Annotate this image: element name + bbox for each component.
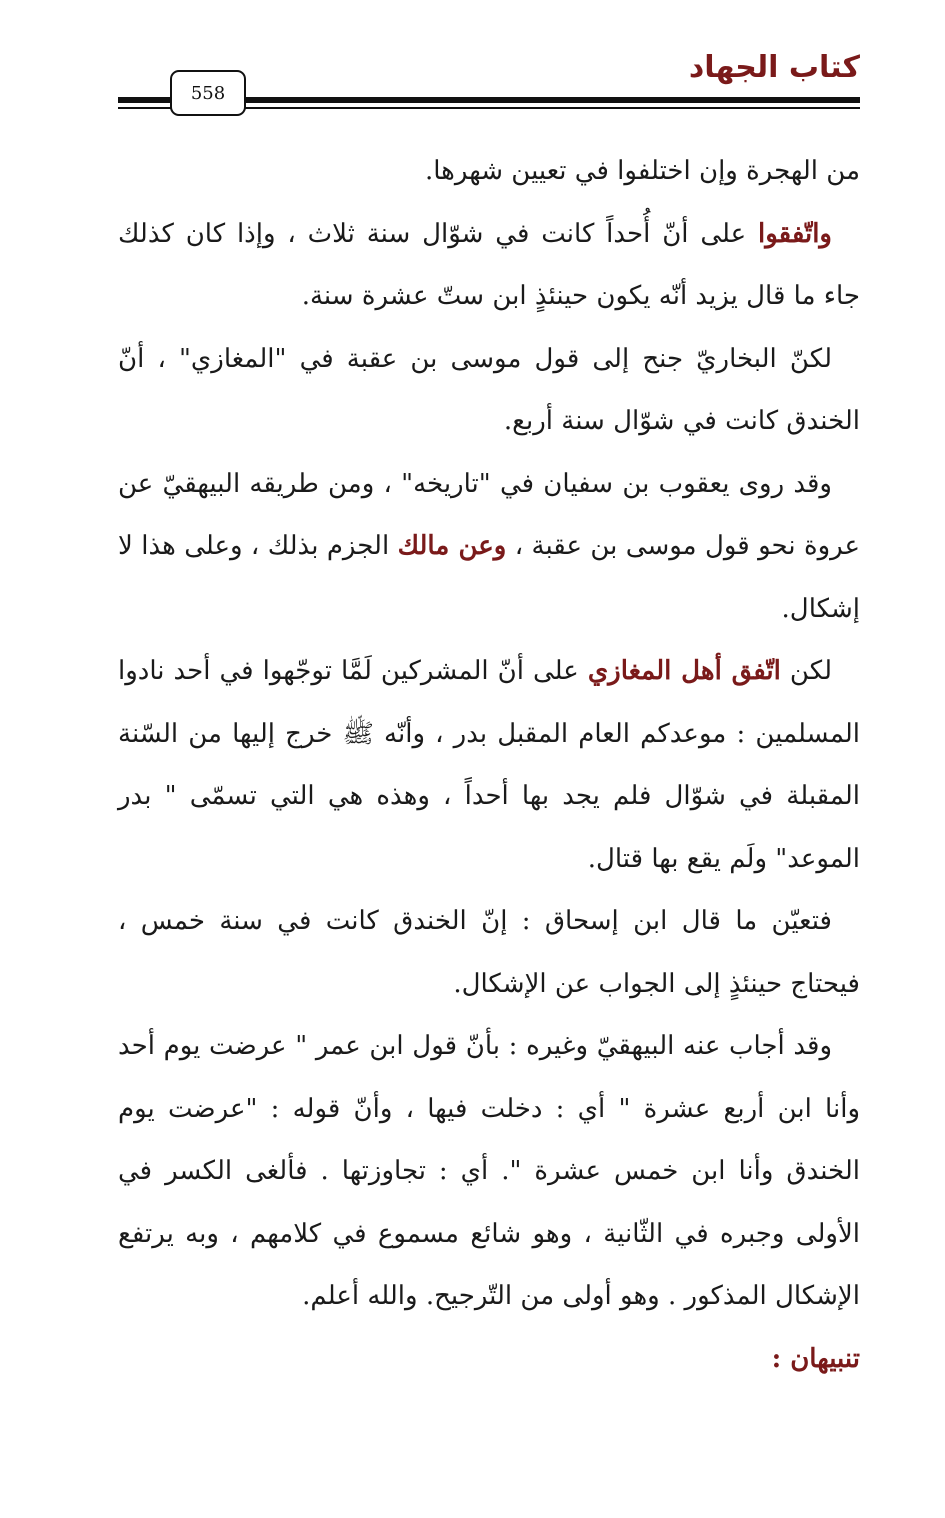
- paragraph-5: [118, 640, 860, 890]
- paragraph-5-text-a: لكن: [780, 656, 832, 686]
- book-title: كتاب الجهاد: [688, 50, 860, 85]
- paragraph-1: من الهجرة وإن اختلفوا في تعيين شهرها.: [425, 156, 860, 186]
- paragraph-7: وقد أجاب عنه البيهقيّ وغيره : بأنّ قول ابن عمر " عرضت يوم أحد وأنا ابن أربع عشرة " أي : دخلت فيها ، وأنّ قوله : "عرضت يوم الخندق وأنا ابن خمس عشرة ". أي : تجاوزتها . فألغى الكسر في الأولى وجبره في الثّانية ، وهو شائع مسموع في كلامهم ، وبه يرتفع الإشكال المذكور . وهو أولى من التّرجيح. والله أعلم.: [118, 1031, 860, 1311]
- paragraph-6: فتعيّن ما قال ابن إسحاق : إنّ الخندق كانت في سنة خمس ، فيحتاج حينئذٍ إلى الجواب عن الإشكال.: [118, 906, 860, 999]
- paragraph-3: لكنّ البخاريّ جنح إلى قول موسى بن عقبة في "المغازي" ، أنّ الخندق كانت في شوّال سنة أربع.: [118, 343, 860, 436]
- page-header: [0, 0, 945, 130]
- paragraph-5-text-b: على أنّ المشركين لَمَّا توجّهوا في أحد نادوا المسلمين : موعدكم العام المقبل بدر ، وأنّه ﷺ خرج إليها من السّنة المقبلة في شوّال فلم يجد بها أحداً ، وهذه هي التي تسمّى " بدر الموعد" ولَم يقع بها قتال.: [118, 656, 860, 874]
- paragraph-4-text-a: وقد روى يعقوب بن سفيان في "تاريخه" ، ومن طريقه البيهقيّ عن عروة نحو قول موسى بن عقبة ،: [118, 468, 860, 561]
- highlight-ittafaqu: واتّفقوا: [758, 218, 832, 249]
- paragraph-2-text: على أنّ أُحداً كانت في شوّال سنة ثلاث ، وإذا كان كذلك جاء ما قال يزيد أنّه يكون حينئذٍ ابن ستّ عشرة سنة.: [118, 218, 860, 311]
- page-body: [118, 140, 860, 1390]
- paragraph-4-text-b: الجزم بذلك ، وعلى هذا لا إشكال.: [118, 531, 860, 624]
- page-number: 558: [170, 70, 246, 116]
- highlight-malik: وعن مالك: [397, 531, 507, 561]
- highlight-maghazi: اتّفق أهل المغازي: [587, 656, 781, 686]
- paragraph-4: [118, 453, 860, 641]
- section-heading: تنبيهان :: [771, 1343, 860, 1374]
- paragraph-2: [118, 203, 860, 328]
